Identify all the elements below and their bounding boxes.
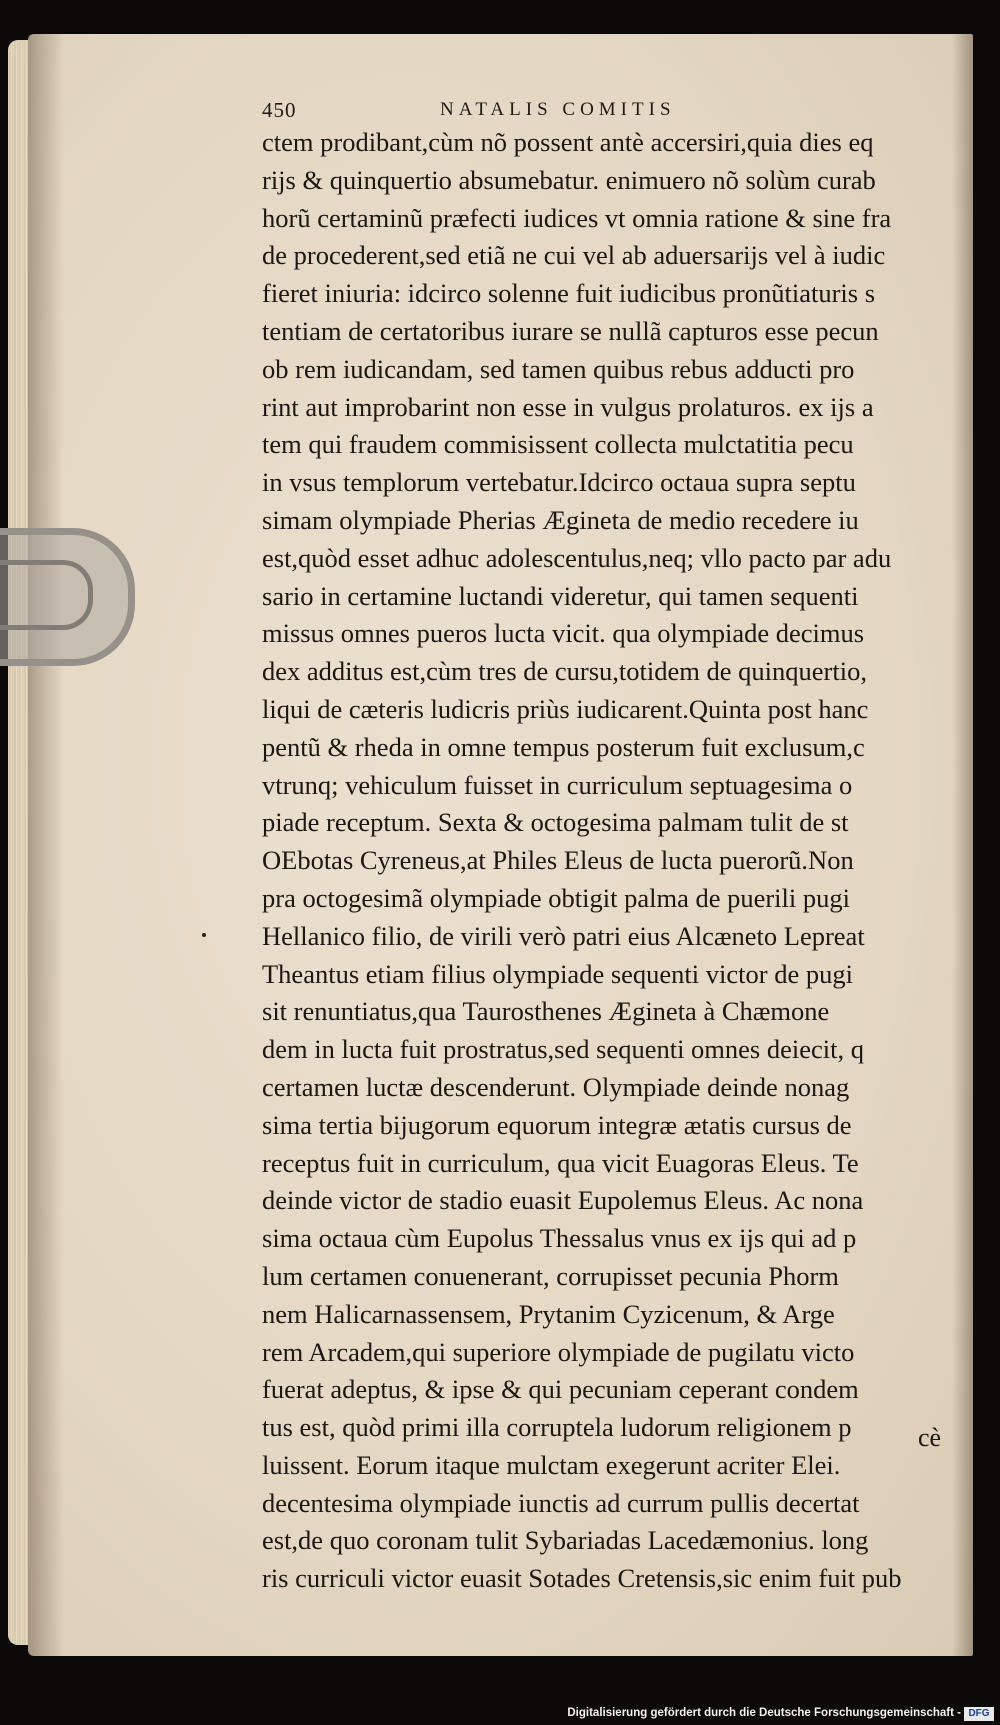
text-line: pentũ & rheda in omne tempus posterum fuit exclusum,c (262, 731, 865, 762)
text-line: sario in certamine luctandi videretur, qui tamen sequenti (262, 580, 859, 611)
text-line: est,de quo coronam tulit Sybariadas Lacedæmonius. long (262, 1525, 869, 1556)
text-line: missus omnes pueros lucta vicit. qua olympiade decimus (262, 618, 865, 649)
text-line: deinde victor de stadio euasit Eupolemus Eleus. Ac nona (262, 1185, 864, 1216)
digitization-credit: Digitalisierung gefördert durch die Deutsche Forschungsgemeinschaft - (567, 1707, 961, 1719)
text-line: certamen luctæ descenderunt. Olympiade deinde nonag (262, 1071, 850, 1102)
text-line: sima tertia bijugorum equorum integræ ætatis cursus de (262, 1109, 852, 1140)
text-line: decentesima olympiade iunctis ad currum pullis decertat (262, 1487, 860, 1518)
text-line: vtrunq; vehiculum fuisset in curriculum septuagesima o (262, 769, 853, 800)
text-line: Hellanico filio, de virili verò patri eius Alcæneto Lepreat (262, 920, 865, 951)
paper-clip-inner-loop (0, 560, 93, 630)
text-line: in vsus templorum vertebatur.Idcirco octaua supra septu (262, 467, 856, 498)
page-number: 450 (262, 98, 297, 122)
text-line: pra octogesimã olympiade obtigit palma de puerili pugi (262, 882, 851, 913)
gutter-shadow (28, 34, 64, 1656)
running-title: NATALIS COMITIS (440, 99, 676, 120)
text-line: fuerat adeptus, & ipse & qui pecuniam ceperant condem (262, 1374, 859, 1405)
ink-mark (202, 933, 206, 937)
text-line: simam olympiade Pherias Ægineta de medio recedere iu (262, 504, 859, 535)
text-line: de procederent,sed etiã ne cui vel ab aduersarijs vel à iudic (262, 240, 886, 271)
text-line: rint aut improbarint non esse in vulgus prolaturos. ex ijs a (262, 391, 874, 422)
text-line: receptus fuit in curriculum, qua vicit Euagoras Eleus. Te (262, 1147, 859, 1178)
text-line: piade receptum. Sexta & octogesima palmam tulit de st (262, 807, 849, 838)
text-line: liqui de cæteris ludicris priùs iudicarent.Quinta post hanc (262, 693, 869, 724)
text-line: Theantus etiam filius olympiade sequenti victor de pugi (262, 958, 853, 989)
text-line: rem Arcadem,qui superiore olympiade de pugilatu victo (262, 1336, 855, 1367)
text-line: OEbotas Cyreneus,at Philes Eleus de lucta puerorũ.Non (262, 845, 854, 876)
text-line: fieret iniuria: idcirco solenne fuit iudicibus pronũtiaturis s (262, 278, 876, 309)
text-line: horũ certaminũ præfecti iudices vt omnia ratione & sine fra (262, 202, 892, 233)
text-line: tentiam de certatoribus iurare se nullã capturos esse pecun (262, 315, 879, 346)
text-line: est,quòd esset adhuc adolescentulus,neq; vllo pacto par adu (262, 542, 892, 573)
dfg-logo: DFG (964, 1707, 994, 1721)
body-text (262, 124, 922, 1598)
text-line: sit renuntiatus,qua Taurosthenes Ægineta à Chæmone (262, 996, 830, 1027)
text-line: luissent. Eorum itaque mulctam exegerunt acriter Elei. (262, 1449, 841, 1480)
text-line: sima octaua cùm Eupolus Thessalus vnus ex ijs qui ad p (262, 1223, 857, 1254)
text-line: lum certamen conuenerant, corrupisset pecunia Phorm (262, 1260, 839, 1291)
text-line: ctem prodibant,cùm nõ possent antè accersiri,quia dies eq (262, 127, 874, 157)
text-line: tus est, quòd primi illa corruptela ludorum religionem p (262, 1412, 852, 1443)
text-line: ob rem iudicandam, sed tamen quibus rebus adducti pro (262, 353, 855, 384)
text-line: ris curriculi victor euasit Sotades Cretensis,sic enim fuit pub (262, 1563, 902, 1594)
text-line: dex additus est,cùm tres de cursu,totidem de quinquertio, (262, 656, 867, 687)
catchword: cè (918, 1423, 942, 1452)
text-line: nem Halicarnassensem, Prytanim Cyzicenum, & Arge (262, 1298, 835, 1329)
text-line: dem in lucta fuit prostratus,sed sequenti omnes deiecit, q (262, 1034, 864, 1065)
text-line: tem qui fraudem commisissent collecta mulctatitia pecu (262, 429, 854, 460)
page-edge-shadow (952, 34, 973, 1656)
text-line: rijs & quinquertio absumebatur. enimuero nõ solùm curab (262, 164, 876, 195)
